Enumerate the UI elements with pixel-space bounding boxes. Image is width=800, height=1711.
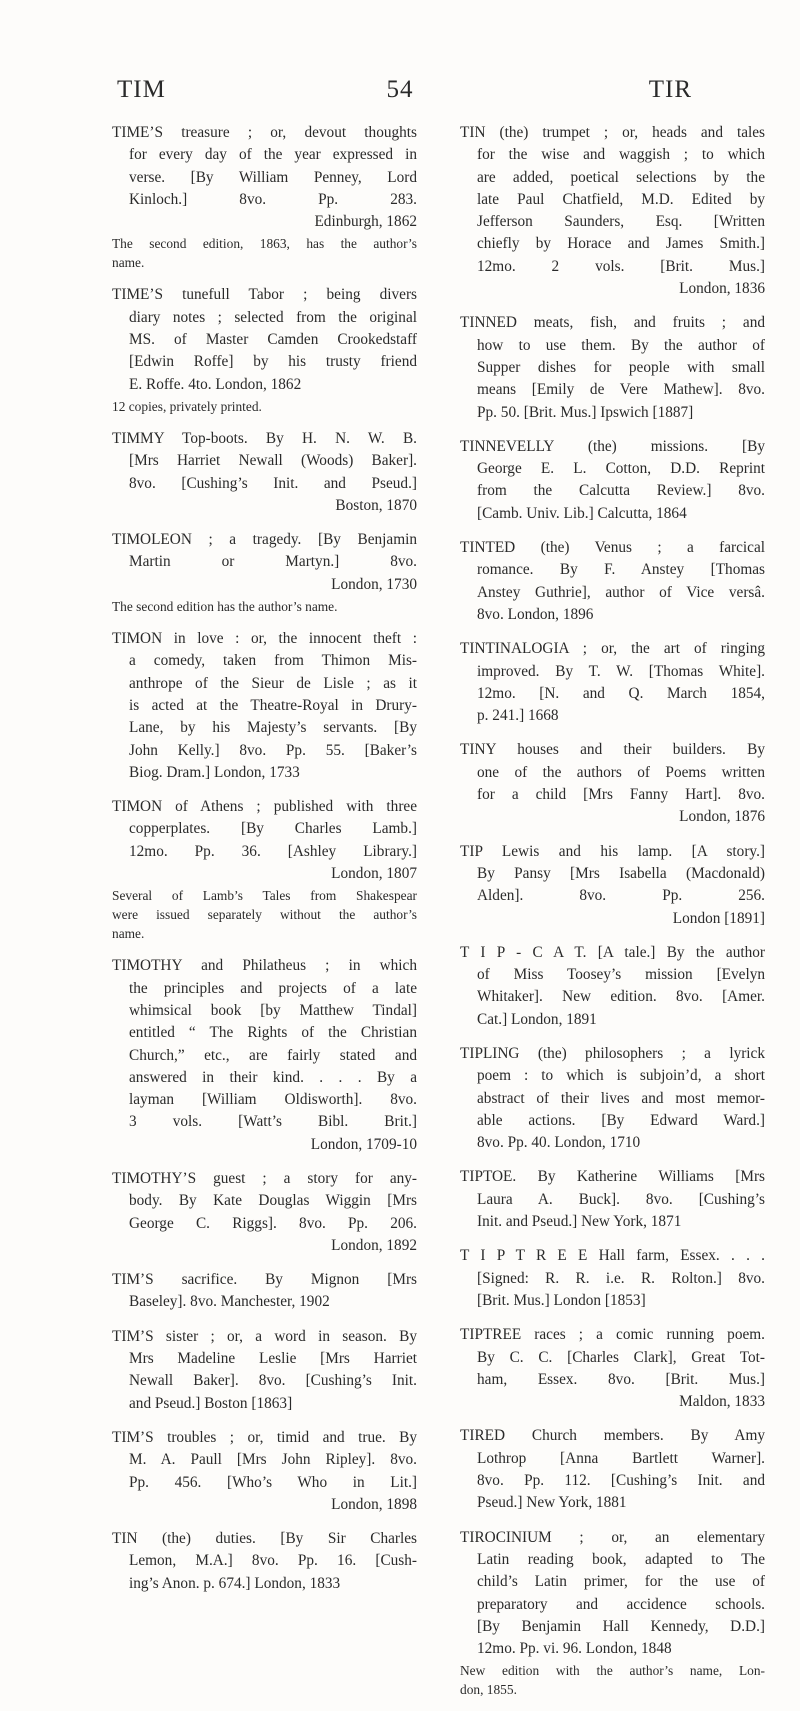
- entry-line: TINNED meats, fish, and fruits ; and: [460, 314, 765, 332]
- bibliography-entry: [460, 312, 765, 423]
- entry-line: TIROCINIUM ; or, an elementary: [460, 1528, 765, 1546]
- entry-line: Biog. Dram.] London, 1733: [129, 763, 300, 781]
- bibliography-entry: [112, 1269, 417, 1314]
- entry-imprint: London, 1892: [331, 1236, 417, 1254]
- entry-imprint: London [1891]: [672, 909, 765, 927]
- entry-line: MS. of Master Camden Crookedstaff: [129, 331, 417, 349]
- entry-note-line: Several of Lamb’s Tales from Shakespear: [112, 888, 417, 904]
- entry-line: preparatory and accidence schools.: [477, 1595, 765, 1613]
- entry-line: abstract of their lives and most memor-: [477, 1089, 765, 1107]
- entry-line: ing’s Anon. p. 674.] London, 1833: [129, 1574, 341, 1592]
- entry-line: TINNEVELLY (the) missions. [By: [460, 437, 765, 455]
- bibliography-entry: [112, 1427, 417, 1516]
- entry-line: TIMON of Athens ; published with three: [112, 798, 417, 816]
- entry-imprint: London, 1836: [679, 280, 765, 298]
- entry-line: TIN (the) duties. [By Sir Charles: [112, 1530, 417, 1548]
- entry-line: are added, poetical selections by the: [477, 168, 765, 186]
- entry-line: 8vo. [Cushing’s Init. and Pseud.]: [129, 474, 417, 492]
- entry-line: TIMOTHY’S guest ; a story for any-: [112, 1169, 417, 1187]
- entry-line: T I P - C A T. [A tale.] By the author: [460, 943, 765, 961]
- entry-line: Supper dishes for people with small: [477, 358, 765, 376]
- bibliography-entry: [112, 955, 417, 1156]
- entry-line: romance. By F. Anstey [Thomas: [477, 561, 765, 579]
- entry-line: [Camb. Univ. Lib.] Calcutta, 1864: [477, 504, 687, 522]
- entry-note-line: name.: [112, 255, 145, 271]
- entry-line: TIM’S sister ; or, a word in season. By: [112, 1327, 417, 1345]
- entry-line: TIME’S treasure ; or, devout thoughts: [112, 124, 417, 141]
- bibliography-entry: [112, 1168, 417, 1257]
- entry-line: M. A. Paull [Mrs John Ripley]. 8vo.: [129, 1451, 417, 1469]
- bibliography-entry: [460, 1166, 765, 1233]
- entry-line: TIN (the) trumpet ; or, heads and tales: [460, 124, 765, 141]
- entry-imprint: Boston, 1870: [335, 496, 417, 514]
- entry-line: Newall Baker]. 8vo. [Cushing’s Init.: [129, 1372, 417, 1390]
- entry-line: is acted at the Theatre-Royal in Drury-: [129, 696, 417, 714]
- entry-line: 8vo. Pp. 112. [Cushing’s Init. and: [477, 1472, 765, 1490]
- entry-line: Pseud.] New York, 1881: [477, 1494, 627, 1512]
- entry-line: TINTINALOGIA ; or, the art of ringing: [460, 640, 765, 658]
- entry-line: TIME’S tunefull Tabor ; being divers: [112, 286, 417, 304]
- entry-line: TINTED (the) Venus ; a farcical: [460, 539, 765, 557]
- entry-line: TINY houses and their builders. By: [460, 741, 765, 759]
- entry-line: Whitaker]. New edition. 8vo. [Amer.: [477, 988, 765, 1006]
- entry-line: TIM’S sacrifice. By Mignon [Mrs: [112, 1271, 417, 1289]
- entry-line: one of the authors of Poems written: [477, 763, 765, 781]
- entry-line: Church,” etc., are fairly stated and: [129, 1046, 417, 1064]
- entry-imprint: London, 1898: [331, 1495, 417, 1513]
- entry-line: [Signed: R. R. i.e. R. Rolton.] 8vo.: [477, 1269, 765, 1287]
- entry-line: and Pseud.] Boston [1863]: [129, 1394, 293, 1412]
- bibliography-entry: [112, 529, 417, 616]
- entry-line: from the Calcutta Review.] 8vo.: [477, 482, 765, 500]
- bibliography-entry: [460, 841, 765, 930]
- header-right-catchword: TIR: [648, 76, 692, 103]
- entry-line: 3 vols. [Watt’s Bibl. Brit.]: [129, 1113, 417, 1131]
- entry-line: means [Emily de Vere Mathew]. 8vo.: [477, 381, 765, 399]
- header-left-catchword: TIM: [117, 76, 166, 103]
- entry-line: John Kelly.] 8vo. Pp. 55. [Baker’s: [129, 741, 417, 759]
- entry-line: the principles and projects of a late: [129, 979, 417, 997]
- entry-line: 12mo. Pp. vi. 96. London, 1848: [477, 1640, 672, 1658]
- entry-line: late Paul Chatfield, M.D. Edited by: [477, 190, 765, 208]
- entry-line: chiefly by Horace and James Smith.]: [477, 235, 765, 253]
- entry-line: improved. By T. W. [Thomas White].: [477, 662, 765, 680]
- entry-line: Kinloch.] 8vo. Pp. 283.: [129, 190, 417, 208]
- bibliography-entry: [112, 1326, 417, 1415]
- entry-line: TIRED Church members. By Amy: [460, 1427, 765, 1445]
- entry-line: George E. L. Cotton, D.D. Reprint: [477, 460, 765, 478]
- entry-line: able actions. [By Edward Ward.]: [477, 1111, 765, 1129]
- entry-line: TIPTOE. By Katherine Williams [Mrs: [460, 1168, 765, 1186]
- entry-line: By C. C. [Charles Clark], Great Tot-: [477, 1348, 765, 1366]
- entry-line: body. By Kate Douglas Wiggin [Mrs: [129, 1192, 417, 1210]
- entry-line: TIMOTHY and Philatheus ; in which: [112, 957, 417, 975]
- entry-line: Pp. 456. [Who’s Who in Lit.]: [129, 1473, 417, 1491]
- entry-line: p. 241.] 1668: [477, 707, 559, 725]
- entry-imprint: London, 1730: [331, 575, 417, 593]
- entry-line: a comedy, taken from Thimon Mis-: [129, 652, 417, 670]
- entry-line: Pp. 50. [Brit. Mus.] Ipswich [1887]: [477, 403, 694, 421]
- entry-imprint: London, 1876: [679, 808, 765, 826]
- bibliography-entry: [460, 1324, 765, 1413]
- entry-line: TIPLING (the) philosophers ; a lyrick: [460, 1044, 765, 1062]
- entry-line: TIMMY Top-boots. By H. N. W. B.: [112, 429, 417, 447]
- entry-line: TIMON in love : or, the innocent theft :: [112, 630, 417, 648]
- entry-line: Jefferson Saunders, Esq. [Written: [477, 213, 765, 231]
- entry-line: poem : to which is subjoin’d, a short: [477, 1067, 765, 1085]
- entry-line: Martin or Martyn.] 8vo.: [129, 553, 417, 571]
- bibliography-entry: [460, 1527, 765, 1700]
- bibliography-entry: [112, 628, 417, 784]
- bibliography-entry: [112, 796, 417, 943]
- entry-line: anthrope of the Sieur de Lisle ; as it: [129, 674, 417, 692]
- entry-line: 8vo. London, 1896: [477, 605, 594, 623]
- bibliography-entry: [460, 436, 765, 525]
- bibliography-entry: [460, 1043, 765, 1154]
- bibliography-entry: [460, 122, 765, 300]
- entry-line: Lothrop [Anna Bartlett Warner].: [477, 1449, 765, 1467]
- bibliography-entry: [460, 537, 765, 626]
- entry-note: [112, 886, 417, 943]
- entry-line: for every day of the year expressed in: [129, 146, 417, 164]
- entry-line: verse. [By William Penney, Lord: [129, 168, 417, 186]
- entry-note-line: The second edition has the author’s name.: [112, 599, 338, 615]
- entry-line: George C. Riggs]. 8vo. Pp. 206.: [129, 1214, 417, 1232]
- entry-note: [112, 397, 417, 416]
- page-header: [0, 72, 800, 112]
- entry-line: TIP Lewis and his lamp. [A story.]: [460, 842, 765, 860]
- entry-line: TIM’S troubles ; or, timid and true. By: [112, 1428, 417, 1446]
- entry-note-line: don, 1855.: [460, 1682, 517, 1698]
- right-column: [460, 122, 765, 1711]
- entry-line: E. Roffe. 4to. London, 1862: [129, 375, 302, 393]
- entry-line: whimsical book [by Matthew Tindal]: [129, 1001, 417, 1019]
- entry-note-line: name.: [112, 926, 145, 942]
- left-column: [112, 122, 417, 1607]
- bibliography-entry: [112, 284, 417, 415]
- entry-line: By Pansy [Mrs Isabella (Macdonald): [477, 864, 765, 882]
- entry-line: TIPTREE races ; a comic running poem.: [460, 1326, 765, 1344]
- entry-line: Laura A. Buck]. 8vo. [Cushing’s: [477, 1190, 765, 1208]
- entry-imprint: London, 1807: [331, 865, 417, 883]
- entry-line: Mrs Madeline Leslie [Mrs Harriet: [129, 1350, 417, 1368]
- entry-line: layman [William Oldisworth]. 8vo.: [129, 1091, 417, 1109]
- entry-line: Cat.] London, 1891: [477, 1010, 597, 1028]
- entry-line: Alden]. 8vo. Pp. 256.: [477, 887, 765, 905]
- entry-note-line: were issued separately without the author’s: [112, 907, 417, 923]
- entry-line: for the wise and waggish ; to which: [477, 146, 765, 164]
- entry-note-line: 12 copies, privately printed.: [112, 398, 262, 414]
- entry-line: [By Benjamin Hall Kennedy, D.D.]: [477, 1617, 765, 1635]
- entry-line: for a child [Mrs Fanny Hart]. 8vo.: [477, 786, 765, 804]
- entry-line: answered in their kind. . . . By a: [129, 1068, 417, 1086]
- entry-note: [460, 1661, 765, 1699]
- bibliography-entry: [460, 739, 765, 828]
- entry-line: 12mo. 2 vols. [Brit. Mus.]: [477, 257, 765, 275]
- entry-line: [Edwin Roffe] by his trusty friend: [129, 353, 417, 371]
- entry-line: [Mrs Harriet Newall (Woods) Baker].: [129, 452, 417, 470]
- entry-note: [112, 597, 417, 616]
- entry-line: 12mo. [N. and Q. March 1854,: [477, 684, 765, 702]
- entry-line: Lemon, M.A.] 8vo. Pp. 16. [Cush-: [129, 1552, 417, 1570]
- bibliography-entry: [112, 1528, 417, 1595]
- entry-line: 8vo. Pp. 40. London, 1710: [477, 1134, 641, 1152]
- entry-line: entitled “ The Rights of the Christian: [129, 1024, 417, 1042]
- entry-line: of Miss Toosey’s mission [Evelyn: [477, 966, 765, 984]
- entry-note-line: The second edition, 1863, has the author’s: [112, 236, 417, 252]
- entry-line: ham, Essex. 8vo. [Brit. Mus.]: [477, 1370, 765, 1388]
- entry-line: diary notes ; selected from the original: [129, 308, 417, 326]
- entry-line: Baseley]. 8vo. Manchester, 1902: [129, 1293, 330, 1311]
- page-number: 54: [386, 76, 414, 103]
- bibliography-entry: [460, 1425, 765, 1514]
- bibliography-entry: [112, 428, 417, 517]
- entry-line: TIMOLEON ; a tragedy. [By Benjamin: [112, 531, 417, 549]
- bibliography-entry: [112, 122, 417, 272]
- entry-note: [112, 234, 417, 272]
- entry-imprint: Edinburgh, 1862: [314, 213, 417, 231]
- bibliography-entry: [460, 638, 765, 727]
- entry-line: T I P T R E E Hall farm, Essex. . . .: [460, 1247, 765, 1265]
- entry-line: [Brit. Mus.] London [1853]: [477, 1291, 646, 1309]
- bibliography-entry: [460, 942, 765, 1031]
- entry-line: copperplates. [By Charles Lamb.]: [129, 820, 417, 838]
- entry-imprint: London, 1709-10: [310, 1135, 417, 1153]
- entry-line: Lane, by his Majesty’s servants. [By: [129, 719, 417, 737]
- entry-note-line: New edition with the author’s name, Lon-: [460, 1663, 765, 1679]
- entry-line: Latin reading book, adapted to The: [477, 1550, 765, 1568]
- entry-line: Init. and Pseud.] New York, 1871: [477, 1213, 682, 1231]
- entry-line: child’s Latin primer, for the use of: [477, 1573, 765, 1591]
- entry-line: Anstey Guthrie], author of Vice versâ.: [477, 583, 765, 601]
- entry-line: 12mo. Pp. 36. [Ashley Library.]: [129, 842, 417, 860]
- entry-imprint: Maldon, 1833: [679, 1393, 765, 1411]
- entry-line: how to use them. By the author of: [477, 336, 765, 354]
- bibliography-entry: [460, 1245, 765, 1312]
